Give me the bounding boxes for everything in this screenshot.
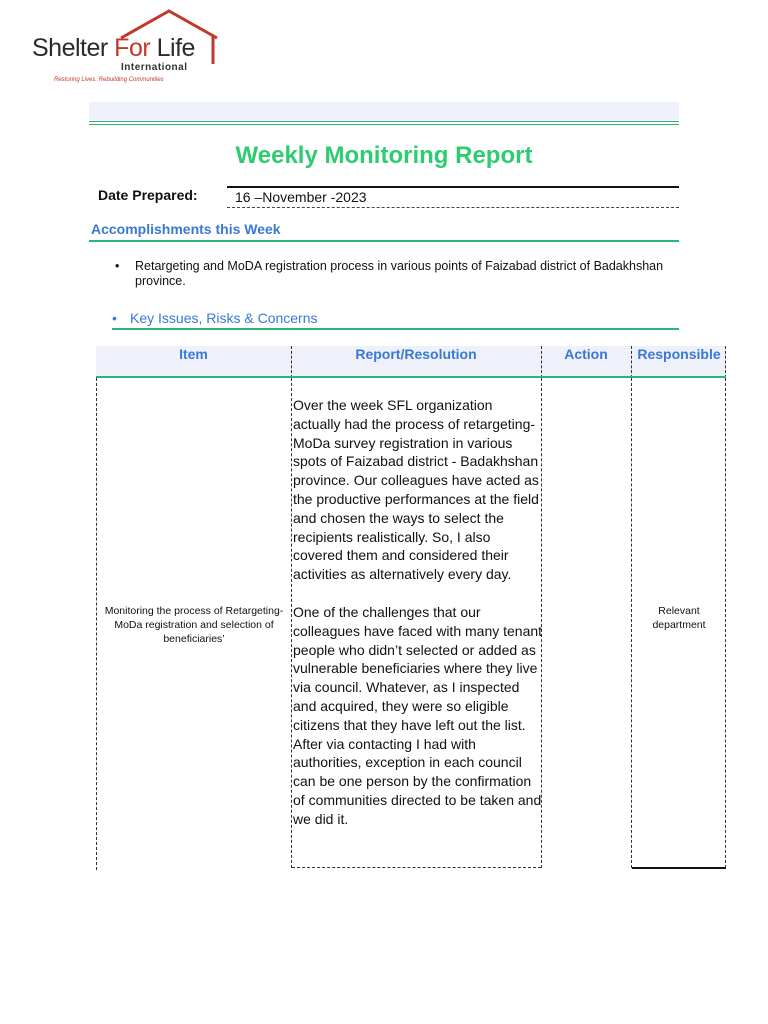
bullet-icon: • xyxy=(112,310,117,326)
logo-brand-for: For xyxy=(114,34,151,62)
header-divider xyxy=(541,346,542,378)
header-band xyxy=(89,102,679,120)
date-prepared-field xyxy=(227,186,679,208)
responsible-cell-bottom-rule xyxy=(632,867,726,869)
column-divider xyxy=(291,378,292,868)
issues-heading: Key Issues, Risks & Concerns xyxy=(130,310,318,326)
report-cell-bottom-rule xyxy=(292,867,541,868)
header-divider xyxy=(291,346,292,378)
accomplishment-text: Retargeting and MoDA registration process in various points of Faizabad district of Badakhshan province. xyxy=(135,259,664,288)
logo-tagline: Restoring Lives. Rebuilding Communities xyxy=(54,77,164,83)
report-paragraph: One of the challenges that our colleagues have faced with many tenant people who didn’t selected or added as vulnerable beneficiaries where they live via council. Whatever, as I inspected and acquired, they were so eligible citizens that they have left out the list. After via contacting I had with authorities, exception in each council can be one person by the confirmation of communities directed to be taken and we did it. xyxy=(293,603,543,827)
logo-subtitle: International xyxy=(121,62,188,73)
column-header-responsible: Responsible xyxy=(637,346,721,362)
report-paragraph: Over the week SFL organization actually had the process of retargeting- MoDa survey registration in various spots of Faizabad district - Badakhshan province. Our colleagues have acted as the productive performances at the field and chosen the ways to select the recipients realistically. So, I also covered them and considered their activities as alternatively every day. xyxy=(293,397,539,583)
date-prepared-label: Date Prepared: xyxy=(98,187,198,203)
table-border-right xyxy=(725,378,726,868)
report-title: Weekly Monitoring Report xyxy=(235,142,533,169)
column-header-action: Action xyxy=(564,346,608,362)
column-header-report: Report/Resolution xyxy=(355,346,477,362)
organization-logo xyxy=(32,8,222,90)
issues-heading-item xyxy=(112,310,318,326)
header-rule-top xyxy=(89,121,679,122)
accomplishments-rule xyxy=(89,240,679,242)
table-border-left xyxy=(96,378,97,870)
issues-rule xyxy=(112,328,679,330)
table-cell-report xyxy=(293,396,543,829)
table-cell-item: Monitoring the process of Retargeting- MoDa registration and selection of beneficiaries’ xyxy=(104,605,284,645)
header-divider xyxy=(725,346,726,378)
column-divider xyxy=(631,378,632,868)
accomplishments-heading: Accomplishments this Week xyxy=(91,221,281,237)
logo-brand-shelter: Shelter xyxy=(32,34,115,62)
bullet-icon: • xyxy=(115,259,120,273)
accomplishment-item xyxy=(115,259,685,289)
header-divider xyxy=(631,346,632,378)
header-rule-bottom xyxy=(89,124,679,125)
table-cell-responsible: Relevant department xyxy=(652,605,706,631)
logo-brand-life: Life xyxy=(150,34,195,62)
date-prepared-value: 16 –November -2023 xyxy=(235,189,367,205)
column-header-item: Item xyxy=(179,346,208,362)
logo-brand xyxy=(32,34,195,63)
